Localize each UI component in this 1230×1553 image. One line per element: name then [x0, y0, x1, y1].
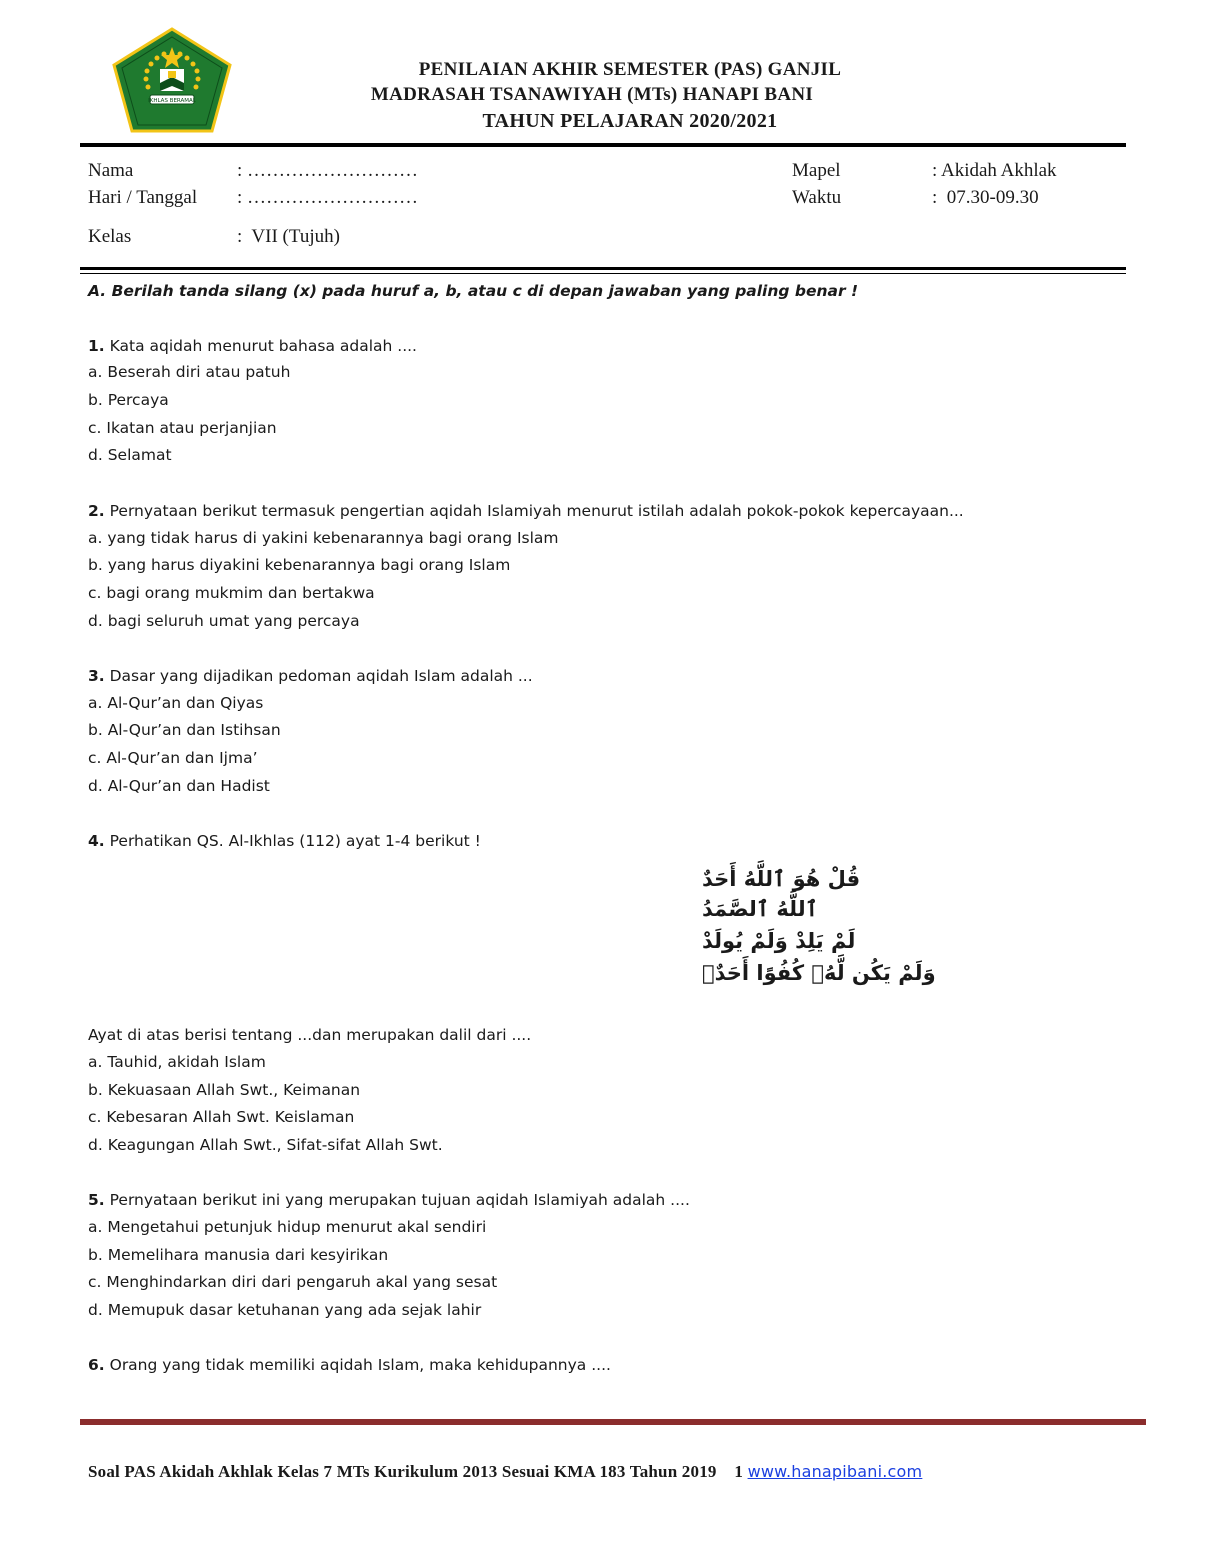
option-4b: b. Kekuasaan Allah Swt., Keimanan: [88, 1081, 361, 1099]
option-2b: b. yang harus diyakini kebenarannya bagi orang Islam: [88, 556, 511, 574]
option-3c: c. Al-Qur’an dan Ijma’: [88, 749, 258, 767]
info-divider-top: [80, 267, 1126, 270]
option-2a: a. yang tidak harus di yakini kebenarannya bagi orang Islam: [88, 529, 559, 547]
verse-4: وَلَمْ يَكُن لَّهُۥ كُفُوًا أَحَدٌۢ: [702, 961, 936, 985]
option-4d: d. Keagungan Allah Swt., Sifat-sifat Allah Swt.: [88, 1136, 443, 1154]
footer-divider: [80, 1419, 1146, 1425]
question-3: 3. Dasar yang dijadikan pedoman aqidah Islam adalah ...: [88, 667, 533, 685]
al-ikhlas-verses: [514, 862, 936, 992]
option-1c: c. Ikatan atau perjanjian: [88, 419, 277, 437]
option-5d: d. Memupuk dasar ketuhanan yang ada sejak lahir: [88, 1301, 482, 1319]
hari-value: : ………………………: [237, 187, 419, 208]
nama-value: : ………………………: [237, 160, 419, 181]
option-2c: c. bagi orang mukmim dan bertakwa: [88, 584, 375, 602]
option-5a: a. Mengetahui petunjuk hidup menurut akal sendiri: [88, 1218, 487, 1236]
footer-link[interactable]: www.hanapibani.com: [747, 1462, 923, 1481]
footer-text: Soal PAS Akidah Akhlak Kelas 7 MTs Kurikulum 2013 Sesuai KMA 183 Tahun 2019 1: [88, 1462, 748, 1481]
option-5c: c. Menghindarkan diri dari pengaruh akal yang sesat: [88, 1273, 498, 1291]
school-name: MADRASAH TSANAWIYAH (MTs) HANAPI BANI: [370, 84, 814, 105]
option-1b: b. Percaya: [88, 391, 169, 409]
option-1d: d. Selamat: [88, 446, 172, 464]
kelas-value: : VII (Tujuh): [237, 226, 340, 247]
header-divider: [80, 143, 1126, 147]
option-3d: d. Al-Qur’an dan Hadist: [88, 777, 270, 795]
question-5: 5. Pernyataan berikut ini yang merupakan tujuan aqidah Islamiyah adalah ....: [88, 1191, 690, 1209]
option-5b: b. Memelihara manusia dari kesyirikan: [88, 1246, 389, 1264]
option-1a: a. Beserah diri atau patuh: [88, 363, 291, 381]
verse-3: لَمْ يَلِدْ وَلَمْ يُولَدْ: [702, 929, 856, 953]
verse-1: قُلْ هُوَ ٱللَّهُ أَحَدٌ: [702, 867, 861, 891]
info-divider-bottom: [80, 273, 1126, 274]
option-3b: b. Al-Qur’an dan Istihsan: [88, 721, 281, 739]
logo-badge-text: IKHLAS BERAMAL: [148, 98, 196, 104]
option-4a: a. Tauhid, akidah Islam: [88, 1053, 266, 1071]
section-instruction: A. Berilah tanda silang (x) pada huruf a, b, atau c di depan jawaban yang paling benar !: [88, 282, 859, 300]
hari-label: Hari / Tanggal: [88, 187, 198, 208]
option-3a: a. Al-Qur’an dan Qiyas: [88, 694, 264, 712]
waktu-value: : 07.30-09.30: [932, 187, 1039, 208]
nama-label: Nama: [88, 160, 134, 181]
question-1: 1. Kata aqidah menurut bahasa adalah ....: [88, 337, 417, 355]
waktu-label: Waktu: [792, 187, 842, 208]
option-2d: d. bagi seluruh umat yang percaya: [88, 612, 360, 630]
footer: [88, 1462, 922, 1482]
question-2: 2. Pernyataan berikut termasuk pengertian aqidah Islamiyah menurut istilah adalah pokok-pokok kepercayaan...: [88, 502, 964, 520]
kelas-label: Kelas: [88, 226, 132, 247]
question-6: 6. Orang yang tidak memiliki aqidah Islam, maka kehidupannya ....: [88, 1356, 611, 1374]
verse-2: ٱللَّهُ ٱلصَّمَدُ: [702, 897, 818, 921]
academic-year: TAHUN PELAJARAN 2020/2021: [482, 110, 778, 132]
option-4c: c. Kebesaran Allah Swt. Keislaman: [88, 1108, 355, 1126]
question-4: 4. Perhatikan QS. Al-Ikhlas (112) ayat 1-4 berikut !: [88, 832, 481, 850]
mapel-label: Mapel: [792, 160, 841, 181]
exam-title: PENILAIAN AKHIR SEMESTER (PAS) GANJIL: [418, 59, 842, 80]
question-4-prompt: Ayat di atas berisi tentang ...dan merupakan dalil dari ....: [88, 1026, 532, 1044]
mapel-value: : Akidah Akhlak: [932, 160, 1057, 181]
